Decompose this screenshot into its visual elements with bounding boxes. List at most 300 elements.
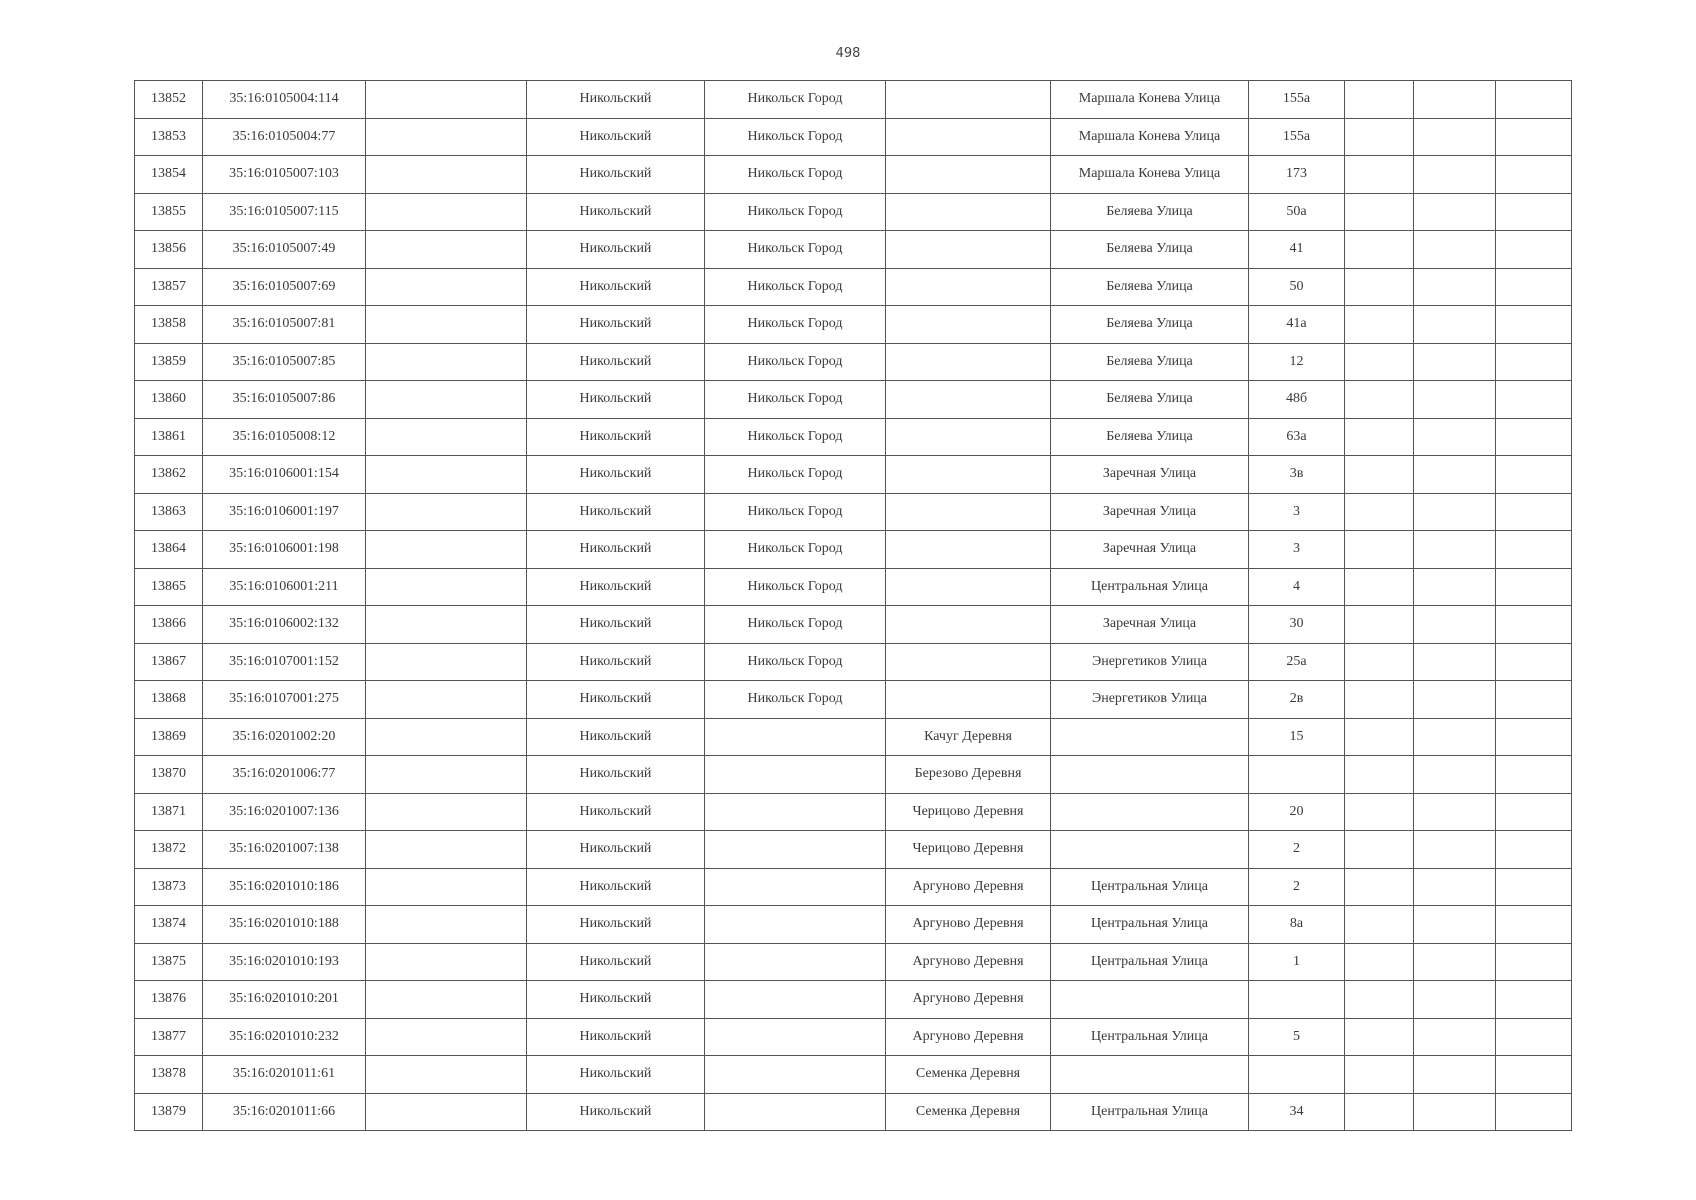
house-number-cell: 41а (1249, 306, 1345, 344)
city-cell (705, 1018, 886, 1056)
extra-cell-1 (1345, 1093, 1414, 1131)
district-cell: Никольский (527, 868, 705, 906)
table-row (135, 943, 1572, 981)
extra-cell-1 (1345, 456, 1414, 494)
blank-cell (366, 793, 527, 831)
extra-cell-3 (1496, 381, 1572, 419)
city-cell: Никольск Город (705, 343, 886, 381)
table-row (135, 306, 1572, 344)
house-number-cell: 173 (1249, 156, 1345, 194)
district-cell: Никольский (527, 681, 705, 719)
street-cell: Центральная Улица (1051, 906, 1249, 944)
record-number-cell: 13869 (135, 718, 203, 756)
settlement-cell (886, 493, 1051, 531)
extra-cell-2 (1414, 456, 1496, 494)
settlement-cell (886, 118, 1051, 156)
street-cell: Заречная Улица (1051, 606, 1249, 644)
city-cell: Никольск Город (705, 643, 886, 681)
house-number-cell: 20 (1249, 793, 1345, 831)
cadastral-number-cell: 35:16:0201010:186 (203, 868, 366, 906)
house-number-cell: 15 (1249, 718, 1345, 756)
settlement-cell (886, 568, 1051, 606)
blank-cell (366, 1018, 527, 1056)
extra-cell-3 (1496, 531, 1572, 569)
extra-cell-1 (1345, 718, 1414, 756)
extra-cell-2 (1414, 1056, 1496, 1094)
extra-cell-1 (1345, 231, 1414, 269)
house-number-cell: 48б (1249, 381, 1345, 419)
house-number-cell: 50а (1249, 193, 1345, 231)
blank-cell (366, 906, 527, 944)
city-cell: Никольск Город (705, 156, 886, 194)
district-cell: Никольский (527, 831, 705, 869)
blank-cell (366, 718, 527, 756)
settlement-cell: Аргуново Деревня (886, 868, 1051, 906)
blank-cell (366, 456, 527, 494)
record-number-cell: 13861 (135, 418, 203, 456)
district-cell: Никольский (527, 981, 705, 1019)
blank-cell (366, 231, 527, 269)
extra-cell-2 (1414, 906, 1496, 944)
cadastral-number-cell: 35:16:0107001:275 (203, 681, 366, 719)
city-cell: Никольск Город (705, 681, 886, 719)
house-number-cell: 25а (1249, 643, 1345, 681)
blank-cell (366, 156, 527, 194)
city-cell (705, 1056, 886, 1094)
extra-cell-1 (1345, 568, 1414, 606)
record-number-cell: 13862 (135, 456, 203, 494)
street-cell (1051, 1056, 1249, 1094)
extra-cell-2 (1414, 868, 1496, 906)
district-cell: Никольский (527, 1056, 705, 1094)
table-row (135, 906, 1572, 944)
settlement-cell (886, 231, 1051, 269)
blank-cell (366, 493, 527, 531)
extra-cell-1 (1345, 343, 1414, 381)
extra-cell-1 (1345, 118, 1414, 156)
settlement-cell (886, 156, 1051, 194)
district-cell: Никольский (527, 381, 705, 419)
street-cell: Беляева Улица (1051, 231, 1249, 269)
registry-table (134, 80, 1572, 1131)
street-cell (1051, 718, 1249, 756)
cadastral-number-cell: 35:16:0201011:61 (203, 1056, 366, 1094)
blank-cell (366, 381, 527, 419)
extra-cell-3 (1496, 1093, 1572, 1131)
table-row (135, 606, 1572, 644)
settlement-cell (886, 606, 1051, 644)
cadastral-number-cell: 35:16:0105007:103 (203, 156, 366, 194)
extra-cell-1 (1345, 831, 1414, 869)
cadastral-number-cell: 35:16:0201010:188 (203, 906, 366, 944)
city-cell (705, 906, 886, 944)
record-number-cell: 13856 (135, 231, 203, 269)
settlement-cell (886, 81, 1051, 119)
extra-cell-1 (1345, 606, 1414, 644)
street-cell: Энергетиков Улица (1051, 681, 1249, 719)
district-cell: Никольский (527, 643, 705, 681)
record-number-cell: 13875 (135, 943, 203, 981)
extra-cell-1 (1345, 756, 1414, 794)
house-number-cell: 12 (1249, 343, 1345, 381)
city-cell: Никольск Город (705, 568, 886, 606)
house-number-cell: 3 (1249, 531, 1345, 569)
city-cell (705, 793, 886, 831)
city-cell: Никольск Город (705, 418, 886, 456)
extra-cell-1 (1345, 981, 1414, 1019)
district-cell: Никольский (527, 1018, 705, 1056)
settlement-cell: Черицово Деревня (886, 831, 1051, 869)
page-number: 498 (835, 46, 861, 61)
table-row (135, 118, 1572, 156)
extra-cell-3 (1496, 118, 1572, 156)
extra-cell-3 (1496, 606, 1572, 644)
table-row (135, 418, 1572, 456)
extra-cell-1 (1345, 81, 1414, 119)
extra-cell-1 (1345, 793, 1414, 831)
extra-cell-3 (1496, 81, 1572, 119)
cadastral-number-cell: 35:16:0105007:85 (203, 343, 366, 381)
settlement-cell: Черицово Деревня (886, 793, 1051, 831)
house-number-cell: 5 (1249, 1018, 1345, 1056)
extra-cell-1 (1345, 418, 1414, 456)
blank-cell (366, 306, 527, 344)
district-cell: Никольский (527, 943, 705, 981)
blank-cell (366, 868, 527, 906)
district-cell: Никольский (527, 793, 705, 831)
city-cell: Никольск Город (705, 231, 886, 269)
district-cell: Никольский (527, 606, 705, 644)
extra-cell-2 (1414, 1018, 1496, 1056)
extra-cell-1 (1345, 381, 1414, 419)
street-cell: Беляева Улица (1051, 193, 1249, 231)
extra-cell-2 (1414, 531, 1496, 569)
cadastral-number-cell: 35:16:0106001:154 (203, 456, 366, 494)
cadastral-number-cell: 35:16:0201010:201 (203, 981, 366, 1019)
cadastral-number-cell: 35:16:0105007:115 (203, 193, 366, 231)
settlement-cell: Березово Деревня (886, 756, 1051, 794)
blank-cell (366, 1093, 527, 1131)
house-number-cell: 34 (1249, 1093, 1345, 1131)
extra-cell-1 (1345, 643, 1414, 681)
district-cell: Никольский (527, 231, 705, 269)
table-row (135, 156, 1572, 194)
extra-cell-3 (1496, 681, 1572, 719)
city-cell: Никольск Город (705, 81, 886, 119)
extra-cell-3 (1496, 493, 1572, 531)
district-cell: Никольский (527, 343, 705, 381)
extra-cell-3 (1496, 193, 1572, 231)
blank-cell (366, 756, 527, 794)
record-number-cell: 13865 (135, 568, 203, 606)
extra-cell-3 (1496, 456, 1572, 494)
district-cell: Никольский (527, 193, 705, 231)
settlement-cell: Аргуново Деревня (886, 943, 1051, 981)
extra-cell-2 (1414, 756, 1496, 794)
house-number-cell: 155а (1249, 118, 1345, 156)
city-cell (705, 943, 886, 981)
extra-cell-2 (1414, 306, 1496, 344)
cadastral-number-cell: 35:16:0201007:136 (203, 793, 366, 831)
table-row (135, 793, 1572, 831)
extra-cell-3 (1496, 1018, 1572, 1056)
street-cell: Маршала Конева Улица (1051, 118, 1249, 156)
extra-cell-1 (1345, 268, 1414, 306)
house-number-cell: 2 (1249, 868, 1345, 906)
table-row (135, 718, 1572, 756)
settlement-cell: Аргуново Деревня (886, 1018, 1051, 1056)
table-row (135, 981, 1572, 1019)
extra-cell-3 (1496, 156, 1572, 194)
extra-cell-3 (1496, 906, 1572, 944)
table-row (135, 343, 1572, 381)
blank-cell (366, 193, 527, 231)
extra-cell-2 (1414, 1093, 1496, 1131)
district-cell: Никольский (527, 906, 705, 944)
cadastral-number-cell: 35:16:0105007:81 (203, 306, 366, 344)
street-cell: Беляева Улица (1051, 306, 1249, 344)
table-row (135, 231, 1572, 269)
street-cell: Маршала Конева Улица (1051, 156, 1249, 194)
house-number-cell: 2 (1249, 831, 1345, 869)
street-cell: Центральная Улица (1051, 868, 1249, 906)
street-cell (1051, 831, 1249, 869)
cadastral-number-cell: 35:16:0201006:77 (203, 756, 366, 794)
extra-cell-3 (1496, 643, 1572, 681)
extra-cell-1 (1345, 943, 1414, 981)
street-cell: Беляева Улица (1051, 381, 1249, 419)
extra-cell-2 (1414, 793, 1496, 831)
house-number-cell (1249, 1056, 1345, 1094)
cadastral-number-cell: 35:16:0105007:86 (203, 381, 366, 419)
house-number-cell: 3 (1249, 493, 1345, 531)
record-number-cell: 13868 (135, 681, 203, 719)
extra-cell-2 (1414, 268, 1496, 306)
table-row (135, 193, 1572, 231)
extra-cell-2 (1414, 568, 1496, 606)
city-cell (705, 831, 886, 869)
settlement-cell: Семенка Деревня (886, 1093, 1051, 1131)
extra-cell-2 (1414, 343, 1496, 381)
extra-cell-2 (1414, 981, 1496, 1019)
city-cell: Никольск Город (705, 606, 886, 644)
district-cell: Никольский (527, 306, 705, 344)
street-cell: Беляева Улица (1051, 343, 1249, 381)
city-cell (705, 756, 886, 794)
extra-cell-3 (1496, 231, 1572, 269)
street-cell: Беляева Улица (1051, 418, 1249, 456)
city-cell: Никольск Город (705, 268, 886, 306)
city-cell (705, 718, 886, 756)
extra-cell-2 (1414, 156, 1496, 194)
table-row (135, 831, 1572, 869)
district-cell: Никольский (527, 756, 705, 794)
district-cell: Никольский (527, 568, 705, 606)
table-row (135, 1018, 1572, 1056)
blank-cell (366, 531, 527, 569)
extra-cell-2 (1414, 606, 1496, 644)
table-row (135, 268, 1572, 306)
table-row (135, 643, 1572, 681)
record-number-cell: 13872 (135, 831, 203, 869)
district-cell: Никольский (527, 493, 705, 531)
city-cell: Никольск Город (705, 381, 886, 419)
extra-cell-2 (1414, 81, 1496, 119)
blank-cell (366, 643, 527, 681)
settlement-cell (886, 381, 1051, 419)
city-cell: Никольск Город (705, 193, 886, 231)
blank-cell (366, 981, 527, 1019)
extra-cell-3 (1496, 268, 1572, 306)
street-cell: Центральная Улица (1051, 568, 1249, 606)
extra-cell-1 (1345, 868, 1414, 906)
blank-cell (366, 418, 527, 456)
extra-cell-3 (1496, 418, 1572, 456)
extra-cell-2 (1414, 118, 1496, 156)
cadastral-number-cell: 35:16:0105008:12 (203, 418, 366, 456)
city-cell (705, 868, 886, 906)
extra-cell-2 (1414, 718, 1496, 756)
table-row (135, 456, 1572, 494)
settlement-cell: Качуг Деревня (886, 718, 1051, 756)
extra-cell-3 (1496, 756, 1572, 794)
cadastral-number-cell: 35:16:0105007:49 (203, 231, 366, 269)
street-cell (1051, 793, 1249, 831)
record-number-cell: 13871 (135, 793, 203, 831)
district-cell: Никольский (527, 268, 705, 306)
extra-cell-3 (1496, 718, 1572, 756)
record-number-cell: 13859 (135, 343, 203, 381)
record-number-cell: 13860 (135, 381, 203, 419)
record-number-cell: 13866 (135, 606, 203, 644)
blank-cell (366, 343, 527, 381)
table-row (135, 381, 1572, 419)
extra-cell-3 (1496, 981, 1572, 1019)
settlement-cell: Аргуново Деревня (886, 981, 1051, 1019)
extra-cell-1 (1345, 156, 1414, 194)
blank-cell (366, 831, 527, 869)
extra-cell-1 (1345, 681, 1414, 719)
cadastral-number-cell: 35:16:0105007:69 (203, 268, 366, 306)
cadastral-number-cell: 35:16:0106001:211 (203, 568, 366, 606)
house-number-cell: 1 (1249, 943, 1345, 981)
record-number-cell: 13863 (135, 493, 203, 531)
district-cell: Никольский (527, 1093, 705, 1131)
settlement-cell (886, 418, 1051, 456)
city-cell (705, 981, 886, 1019)
table-row (135, 493, 1572, 531)
cadastral-number-cell: 35:16:0107001:152 (203, 643, 366, 681)
extra-cell-1 (1345, 1018, 1414, 1056)
house-number-cell: 2в (1249, 681, 1345, 719)
street-cell: Маршала Конева Улица (1051, 81, 1249, 119)
settlement-cell (886, 193, 1051, 231)
extra-cell-2 (1414, 231, 1496, 269)
extra-cell-1 (1345, 531, 1414, 569)
extra-cell-2 (1414, 381, 1496, 419)
street-cell: Центральная Улица (1051, 943, 1249, 981)
extra-cell-3 (1496, 868, 1572, 906)
extra-cell-2 (1414, 193, 1496, 231)
record-number-cell: 13873 (135, 868, 203, 906)
extra-cell-2 (1414, 493, 1496, 531)
house-number-cell: 3в (1249, 456, 1345, 494)
house-number-cell: 50 (1249, 268, 1345, 306)
extra-cell-1 (1345, 493, 1414, 531)
blank-cell (366, 81, 527, 119)
blank-cell (366, 1056, 527, 1094)
cadastral-number-cell: 35:16:0201010:193 (203, 943, 366, 981)
extra-cell-2 (1414, 943, 1496, 981)
extra-cell-3 (1496, 1056, 1572, 1094)
cadastral-number-cell: 35:16:0105004:77 (203, 118, 366, 156)
record-number-cell: 13877 (135, 1018, 203, 1056)
record-number-cell: 13852 (135, 81, 203, 119)
record-number-cell: 13867 (135, 643, 203, 681)
record-number-cell: 13879 (135, 1093, 203, 1131)
extra-cell-1 (1345, 306, 1414, 344)
registry-table-body (135, 81, 1572, 1131)
cadastral-number-cell: 35:16:0106002:132 (203, 606, 366, 644)
house-number-cell: 4 (1249, 568, 1345, 606)
record-number-cell: 13874 (135, 906, 203, 944)
record-number-cell: 13878 (135, 1056, 203, 1094)
settlement-cell: Семенка Деревня (886, 1056, 1051, 1094)
house-number-cell: 63а (1249, 418, 1345, 456)
blank-cell (366, 118, 527, 156)
extra-cell-1 (1345, 193, 1414, 231)
blank-cell (366, 606, 527, 644)
blank-cell (366, 943, 527, 981)
city-cell: Никольск Город (705, 118, 886, 156)
table-row (135, 1093, 1572, 1131)
extra-cell-2 (1414, 643, 1496, 681)
street-cell (1051, 756, 1249, 794)
city-cell: Никольск Город (705, 493, 886, 531)
district-cell: Никольский (527, 531, 705, 569)
settlement-cell: Аргуново Деревня (886, 906, 1051, 944)
cadastral-number-cell: 35:16:0201002:20 (203, 718, 366, 756)
cadastral-number-cell: 35:16:0201007:138 (203, 831, 366, 869)
blank-cell (366, 568, 527, 606)
record-number-cell: 13876 (135, 981, 203, 1019)
settlement-cell (886, 643, 1051, 681)
extra-cell-3 (1496, 306, 1572, 344)
district-cell: Никольский (527, 156, 705, 194)
extra-cell-2 (1414, 681, 1496, 719)
table-row (135, 868, 1572, 906)
table-row (135, 756, 1572, 794)
house-number-cell: 8а (1249, 906, 1345, 944)
extra-cell-2 (1414, 831, 1496, 869)
table-row (135, 531, 1572, 569)
house-number-cell: 30 (1249, 606, 1345, 644)
table-row (135, 681, 1572, 719)
city-cell: Никольск Город (705, 306, 886, 344)
record-number-cell: 13857 (135, 268, 203, 306)
record-number-cell: 13864 (135, 531, 203, 569)
cadastral-number-cell: 35:16:0201011:66 (203, 1093, 366, 1131)
cadastral-number-cell: 35:16:0106001:198 (203, 531, 366, 569)
extra-cell-1 (1345, 906, 1414, 944)
house-number-cell (1249, 981, 1345, 1019)
extra-cell-2 (1414, 418, 1496, 456)
blank-cell (366, 268, 527, 306)
cadastral-number-cell: 35:16:0201010:232 (203, 1018, 366, 1056)
city-cell: Никольск Город (705, 456, 886, 494)
settlement-cell (886, 306, 1051, 344)
cadastral-number-cell: 35:16:0106001:197 (203, 493, 366, 531)
